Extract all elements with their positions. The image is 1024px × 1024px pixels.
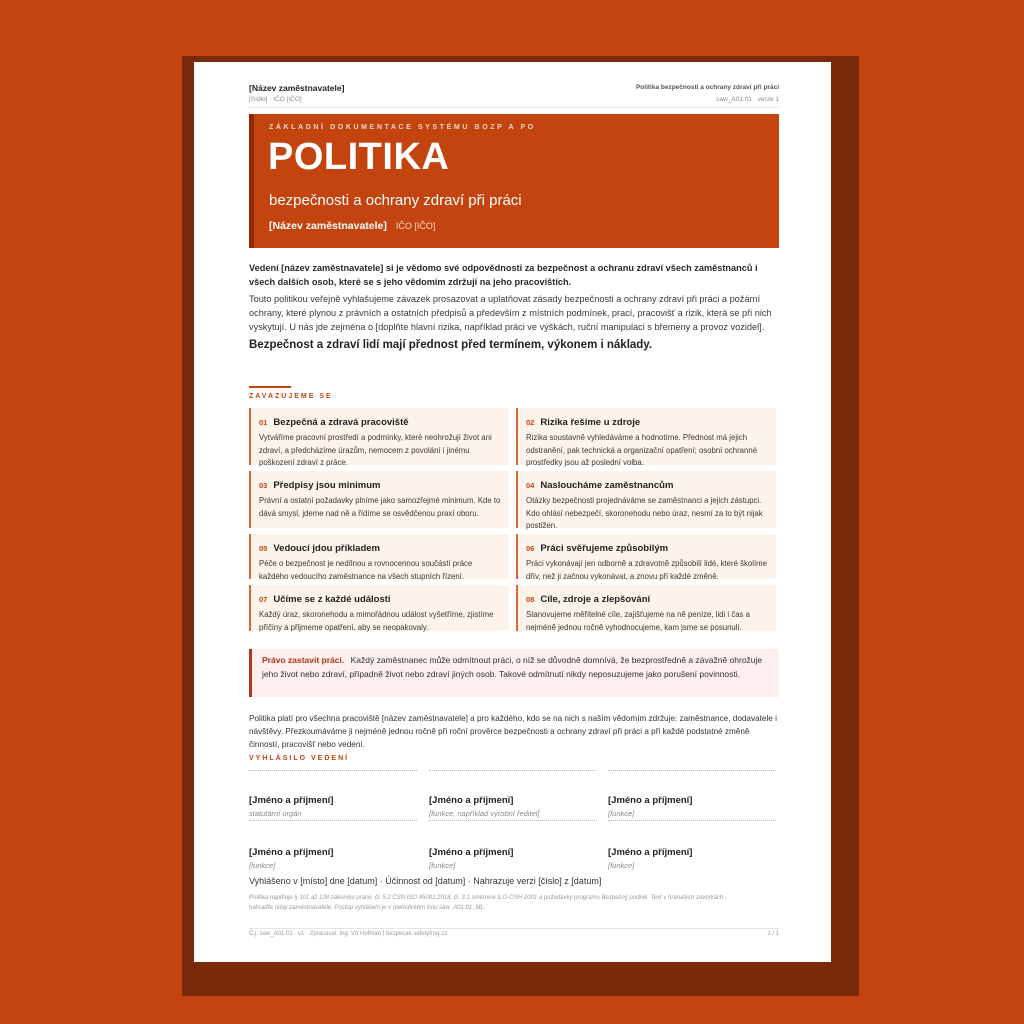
commitment-card: [249, 585, 509, 631]
card-body: Právní a ostatní požadavky plníme jako samozřejmé minimum. Kde to dává smysl, jdeme nad ně a řídíme se osvědčenou praxí oboru.: [259, 496, 501, 518]
footer-page-number: 1 / 1: [767, 931, 779, 937]
commitment-card: [249, 408, 509, 465]
banner-ico: IČO [IČO]: [395, 221, 436, 231]
commit-accent-bar: [249, 386, 291, 388]
signature-line: [249, 770, 417, 771]
header-doc-title: Politika bezpečnosti a ochrany zdraví při práci: [635, 84, 779, 91]
header-employer: [Název zaměstnavatele]: [249, 83, 345, 93]
card-title: Nasloucháme zaměstnancům: [540, 480, 674, 491]
signatory-role: [funkce, například výrobní ředitel]: [429, 809, 597, 821]
card-number: 02: [526, 418, 535, 427]
card-number: 04: [526, 481, 535, 490]
signatory-name: [Jméno a příjmení]: [608, 847, 693, 858]
signatory-role: [funkce]: [608, 809, 776, 821]
card-body: Stanovujeme měřitelné cíle, zajišťujeme na ně peníze, lidi i čas a nejméně jednou ročně vyhodnocujeme, kam jsme se posunuli.: [526, 610, 750, 632]
issued-line: Vyhlášeno v [místo] dne [datum] · Účinnost od [datum] · Nahrazuje verzi [číslo] z [datum]: [249, 876, 602, 886]
commitment-card: [516, 585, 776, 631]
signatory-role: [funkce]: [249, 861, 276, 870]
card-body: Každý úraz, skoronehodu a mimořádnou událost vyšetříme, zjistíme příčiny a přijmeme opatření, aby se neopakovaly.: [259, 610, 494, 632]
signature-block: [429, 770, 597, 821]
intro-priority: Bezpečnost a zdraví lidí mají přednost před termínem, výkonem i náklady.: [249, 339, 653, 351]
card-body: Rizika soustavně vyhledáváme a hodnotíme. Přednost má jejich odstranění, pak technická a organizační opatření; osobní ochranné prostředky jsou až poslední volba.: [526, 433, 758, 467]
banner-kicker: ZÁKLADNÍ DOKUMENTACE SYSTÉMU BOZP A PO: [269, 124, 536, 131]
signature-block: [608, 770, 776, 821]
banner-employer-name: [Název zaměstnavatele]: [269, 220, 387, 232]
signature-line: [429, 770, 597, 771]
callout-label: Právo zastavit práci.: [262, 655, 345, 665]
commit-label: ZAVAZUJEME SE: [249, 393, 333, 400]
card-title: Práci svěřujeme způsobilým: [540, 543, 669, 554]
card-title: Vedoucí jdou příkladem: [273, 543, 380, 554]
card-number: 08: [526, 595, 535, 604]
card-body: Vytváříme pracovní prostředí a podmínky, které neohrožují život ani zdraví, a předcházíme úrazům, nemocem z povolání i jinému poškození zdraví z práce.: [259, 433, 492, 467]
commitment-card: [249, 534, 509, 579]
callout-text: Každý zaměstnanec může odmítnout práci, o níž se důvodně domnívá, že bezprostředně a závažně ohrožuje jeho život nebo zdraví, případně život nebo zdraví jiných osob. Takové odmítnutí nikdy neposuzujeme jako porušení povinnosti.: [262, 655, 763, 679]
commitment-card: [516, 534, 776, 579]
intro-lead: Vedení [název zaměstnavatele] si je vědomo své odpovědnosti za bezpečnost a ochranu zdraví všech zaměstnanců i všech dalších osob, které se s jeho vědomím zdržují na jeho pracovištích.: [249, 263, 758, 287]
card-number: 03: [259, 481, 268, 490]
card-number: 05: [259, 544, 268, 553]
signatory-name: [Jméno a příjmení]: [608, 795, 693, 806]
scope-paragraph: Politika platí pro všechna pracoviště [název zaměstnavatele] a pro každého, kdo se na nich s naším vědomím zdržuje: zaměstnance, dodavatele i návštěvy. Přezkoumáváme ji nejméně jednou ročně při roční prověrce bezpečnosti a ochrany zdraví při práci a při každé podstatné změně činností, pracovišť nebo vedení.: [249, 714, 777, 749]
signatory-name: [Jméno a příjmení]: [429, 795, 514, 806]
card-body: Práci vykonávají jen odborně a zdravotně způsobilí lidé, které školíme dřív, než ji začnou vykonávat, a znovu při každé změně.: [526, 559, 767, 581]
card-number: 07: [259, 595, 268, 604]
card-body: Otázky bezpečnosti projednáváme se zaměstnanci a jejich zástupci. Kdo ohlásí nebezpečí, skoronehodu nebo úraz, nesmí za to být nijak postižen.: [526, 496, 763, 530]
signature-block: [249, 770, 417, 821]
banner-title: POLITIKA: [268, 136, 450, 178]
card-number: 01: [259, 418, 268, 427]
right-to-stop-callout: [249, 649, 779, 697]
signature-block: [429, 822, 597, 872]
header-doc-code: saw_A01.01 · verze 1: [716, 96, 779, 103]
card-title: Cíle, zdroje a zlepšování: [540, 594, 651, 605]
signatory-role: [funkce]: [608, 861, 635, 870]
card-title: Rizika řešíme u zdroje: [540, 417, 641, 428]
commitment-card: [516, 408, 776, 465]
intro-body: Touto politikou veřejně vyhlašujeme závazek prosazovat a uplatňovat zásady bezpečnosti a ochrany zdraví při práci a požární ochrany, které plynou z právních a ostatních předpisů a především z místních podmínek, prací, pracovišť a rizik, která se při nich vyskytují. U nás jde zejména o [doplňte hlavní rizika, například práci ve výškách, ruční manipulaci s břemeny a provoz vozidel].: [249, 294, 772, 332]
banner-employer: [269, 220, 435, 232]
intro-section: [249, 261, 779, 355]
page-footer: [249, 928, 779, 937]
card-title: Učíme se z každé události: [273, 594, 391, 605]
commitment-card: [249, 471, 509, 528]
document-page: [194, 62, 831, 962]
card-number: 06: [526, 544, 535, 553]
card-body: Péče o bezpečnost je nedílnou a rovnocennou součástí práce každého vedoucího zaměstnance na všech stupních řízení.: [259, 559, 473, 581]
signatory-name: [Jméno a příjmení]: [249, 795, 334, 806]
signatory-role: [funkce]: [429, 861, 456, 870]
page-header: [249, 83, 779, 108]
signature-block: [249, 822, 417, 872]
signature-line: [608, 770, 776, 771]
footer-left: Č.j. saw_A01.01 · v1 · Zpracoval: Ing. Vít Hofman | bezpecak.safetyfrog.cz: [249, 931, 448, 937]
card-title: Bezpečná a zdravá pracoviště: [273, 417, 409, 428]
legal-note: Politika naplňuje § 101 až 108 zákoníku práce, čl. 5.2 ČSN ISO 45001:2018, čl. 3.1 směrnice ILO-OSH 2001 a požadavky programu Bezpečný podnik. Text v hranatých závorkách nahraďte údaji zaměstnavatele. Postup vyhlášení je v metodickém listu saw_A01.01_ML.: [249, 895, 724, 911]
signatory-name: [Jméno a příjmení]: [249, 847, 334, 858]
header-employer-sub: [Sídlo] · IČO [IČO]: [249, 96, 302, 103]
signature-block: [608, 822, 776, 872]
commitment-card: [516, 471, 776, 528]
banner-subtitle: bezpečnosti a ochrany zdraví při práci: [269, 192, 522, 209]
title-banner: [249, 114, 779, 248]
signatures-label: VYHLÁSILO VEDENÍ: [249, 755, 350, 762]
card-title: Předpisy jsou minimum: [273, 480, 381, 491]
signatory-role: statutární orgán: [249, 809, 417, 821]
signatory-name: [Jméno a příjmení]: [429, 847, 514, 858]
